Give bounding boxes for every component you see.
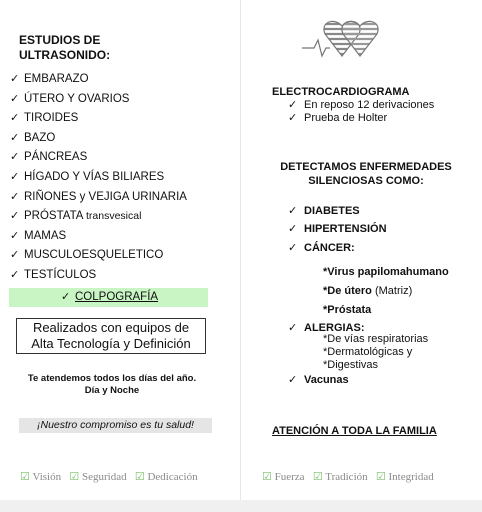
check-icon: ✓ (10, 229, 20, 242)
ecg-item-label: En reposo 12 derivaciones (304, 99, 435, 111)
family-text: ATENCIÓN A TODA LA FAMILIA (272, 425, 437, 437)
study-label: EMBARAZO (24, 73, 89, 85)
commitment-text: ¡Nuestro compromiso es tu salud! (37, 419, 194, 431)
hours-line1: Te atendemos todos los días del año. (27, 373, 197, 384)
study-item (10, 268, 235, 288)
study-item (10, 209, 235, 229)
family-heading (272, 424, 437, 439)
value-check-icon: ☑ (262, 471, 272, 483)
ultrasound-title (19, 33, 110, 63)
check-icon: ✓ (10, 170, 20, 183)
study-item (10, 150, 235, 170)
check-icon: ✓ (288, 205, 298, 217)
commitment-banner (19, 418, 212, 433)
disease-label: HIPERTENSIÓN (304, 223, 387, 235)
value-check-icon: ☑ (134, 471, 145, 483)
hearts-ecg-icon (300, 18, 390, 68)
check-icon: ✓ (288, 99, 298, 111)
colpografia-highlight (9, 288, 208, 307)
check-icon: ✓ (10, 268, 20, 281)
study-label: BAZO (24, 131, 56, 144)
ultrasound-title-line2: ULTRASONIDO: (19, 48, 111, 62)
value-check-icon: ☑ (20, 471, 30, 483)
values-left (20, 470, 198, 483)
disease-label: CÁNCER: (304, 242, 355, 254)
ecg-item (288, 112, 434, 125)
check-icon: ✓ (10, 92, 20, 105)
study-item (10, 111, 235, 131)
bottom-band (0, 500, 482, 512)
study-item (10, 170, 235, 190)
study-item (10, 72, 235, 92)
ultrasound-title-line1: ESTUDIOS DE (19, 33, 101, 47)
detect-line2: SILENCIOSAS COMO: (308, 175, 424, 187)
value-check-icon: ☑ (312, 471, 323, 483)
check-icon: ✓ (61, 291, 71, 303)
value-vision: Visión (32, 471, 62, 483)
ecg-list (288, 99, 434, 125)
values-right (262, 470, 434, 483)
study-label: TIROIDES (24, 112, 79, 125)
ecg-title (272, 85, 410, 100)
study-item (10, 248, 235, 268)
check-icon: ✓ (288, 112, 298, 124)
value-tradicion: Tradición (325, 471, 368, 483)
disease-cancer (288, 241, 387, 261)
check-icon: ✓ (288, 322, 298, 334)
check-icon: ✓ (10, 249, 20, 262)
disease-diabetes (288, 204, 387, 222)
alergias-sublist (323, 333, 428, 372)
study-item (10, 131, 235, 151)
disease-hipertension (288, 222, 387, 241)
disease-list (288, 204, 387, 261)
study-label: TESTÍCULOS (24, 268, 97, 281)
check-icon: ✓ (288, 374, 298, 386)
alergia-sub-item: *Dermatológicas y (323, 346, 413, 358)
hours-line2: Día y Noche (84, 385, 140, 396)
highlight-item (61, 290, 158, 304)
value-fuerza: Fuerza (274, 471, 305, 483)
value-integridad: Integridad (388, 471, 434, 483)
disease-vacunas (288, 373, 349, 386)
check-icon: ✓ (10, 131, 20, 144)
ultrasound-list (10, 72, 235, 288)
study-label: HÍGADO Y VÍAS BILIARES (24, 170, 165, 183)
equipment-box (16, 318, 206, 354)
cancer-sub-label: *De útero (323, 285, 372, 297)
study-label: PRÓSTATA (24, 210, 83, 223)
ecg-item (288, 99, 434, 112)
value-check-icon: ☑ (69, 471, 80, 483)
check-icon: ✓ (10, 151, 20, 164)
disease-label: DIABETES (304, 205, 360, 217)
cancer-sublist (323, 263, 449, 320)
equipment-line2: Alta Tecnología y Definición (31, 336, 191, 351)
study-label: PÁNCREAS (24, 151, 88, 164)
value-seguridad: Seguridad (82, 471, 127, 483)
ecg-item-label: Prueba de Holter (304, 112, 388, 124)
study-label: MUSCULOESQUELETICO (24, 249, 164, 262)
cancer-sub-item: *Virus papilomahumano (323, 266, 449, 278)
value-dedicacion: Dedicación (147, 471, 198, 483)
hours-text (0, 373, 224, 397)
study-suffix: transvesical (86, 210, 142, 223)
ecg-title-text: ELECTROCARDIOGRAMA (272, 86, 410, 98)
equipment-line1: Realizados con equipos de (32, 320, 190, 335)
check-icon: ✓ (10, 190, 20, 203)
cancer-sub-item (323, 282, 449, 301)
detect-title (250, 160, 482, 188)
study-label: ÚTERO Y OVARIOS (24, 92, 130, 105)
alergia-sub-item: *De vías respiratorias (323, 333, 429, 345)
highlight-label: COLPOGRAFÍA (75, 291, 159, 303)
check-icon: ✓ (288, 223, 298, 235)
disease-label: Vacunas (304, 374, 349, 386)
alergia-sub-item: *Digestivas (323, 359, 379, 371)
study-item (10, 229, 235, 249)
check-icon: ✓ (10, 210, 20, 223)
cancer-sub-matriz: (Matriz) (374, 285, 413, 297)
cancer-sub-item: *Próstata (323, 304, 372, 316)
check-icon: ✓ (10, 73, 20, 85)
value-check-icon: ☑ (375, 471, 386, 483)
study-item (10, 190, 235, 210)
disease-label: ALERGIAS: (304, 322, 365, 334)
check-icon: ✓ (288, 242, 298, 254)
detect-line1: DETECTAMOS ENFERMEDADES (280, 161, 452, 173)
panel-divider (240, 0, 241, 512)
study-item (10, 92, 235, 112)
check-icon: ✓ (10, 112, 20, 125)
study-label: RIÑONES y VEJIGA URINARIA (24, 190, 187, 203)
study-label: MAMAS (24, 229, 67, 242)
